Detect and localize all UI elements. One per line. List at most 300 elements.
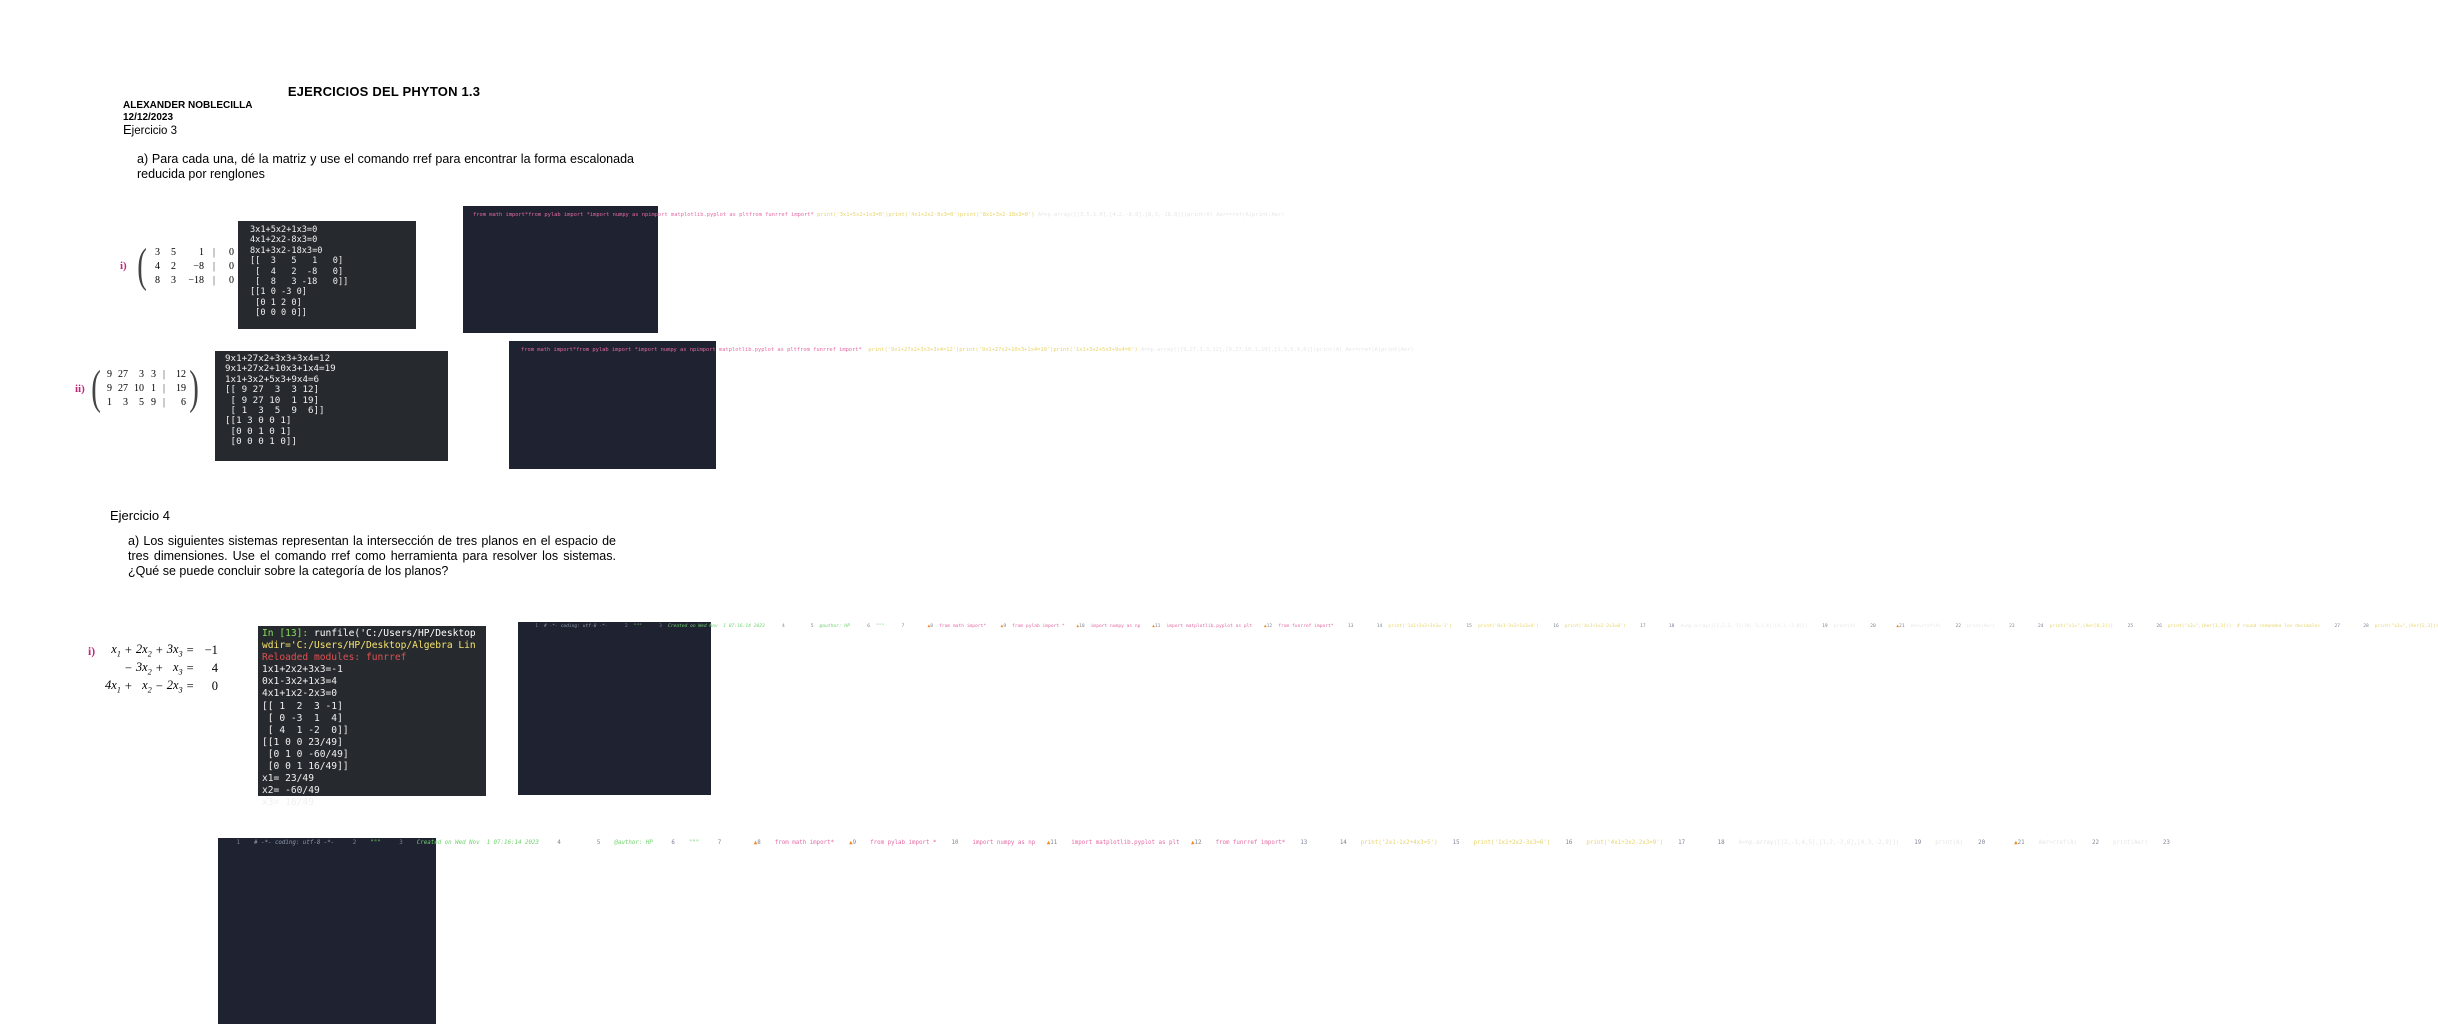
equation-term: $3x_3$ <box>166 641 183 659</box>
matrix-cell: 3 <box>122 396 128 408</box>
equation-operator: + <box>155 642 163 657</box>
code-line <box>1334 624 1363 629</box>
line-number: 22 <box>1955 624 1962 629</box>
code-line: from funrref import* <box>796 347 862 353</box>
matrix-cell: 2 <box>170 260 176 272</box>
code-line <box>578 840 652 846</box>
console-line: 1x1+3x2+5x3+9x4=6 <box>225 373 320 385</box>
equation-term: $3x_2$ <box>135 659 152 677</box>
code-line <box>884 624 913 629</box>
matrix-cell: | <box>212 274 215 286</box>
console-line: [ 8 3 -18 0]] <box>250 277 349 288</box>
code-line: A=np.array([[3,5,1,0],[4,2,-8,0],[8,3,-18,0]]) <box>1037 212 1188 218</box>
line-number: 28 <box>2363 624 2369 629</box>
code-line: print(Aer) <box>1252 212 1285 218</box>
line-number: 1 <box>535 624 538 629</box>
code-line: A=np.array([[9,27,3,3,12],[9,27,10,1,19],[1,3,5,9,6]]) <box>1140 347 1317 353</box>
line-number: 15 <box>1452 840 1460 846</box>
heading-rest: jercicio 3 <box>131 125 178 137</box>
line-number: 2 <box>624 624 628 629</box>
console-line: [0 0 1 0 1] <box>225 425 292 437</box>
equation-table <box>104 641 219 695</box>
code-line <box>381 840 539 846</box>
code-text: Created on Wed Nov 1 07:16:14 2023 <box>416 840 539 846</box>
console-line: [ 9 27 10 1 19] <box>225 394 320 406</box>
code-text: """ <box>370 840 381 846</box>
code-line: print('9x1+27x2+10x3+1x4=19') <box>959 347 1054 353</box>
console-line: 4x1+2x2-8x3=0 <box>250 235 318 246</box>
subscript: 1 <box>116 685 121 695</box>
code-line <box>1856 624 1885 629</box>
document-title: EJERCICIOS DEL PHYTON 1.3 <box>287 84 481 99</box>
console-line: [0 0 0 0]] <box>250 308 307 319</box>
equation-rhs: 4 <box>211 660 218 675</box>
console-line: 4x1+1x2-2x3=0 <box>262 688 338 700</box>
console-line: [0 0 1 16/49]] <box>262 761 349 773</box>
code-line: print(Aer) <box>1381 347 1414 353</box>
matrix-cell: 5 <box>170 246 176 258</box>
console-line: [[ 3 5 1 0] <box>250 256 344 267</box>
warning-icon: ▲ <box>753 840 758 846</box>
line-number: ▲9 <box>849 840 857 846</box>
line-number: ▲12 <box>1263 624 1273 629</box>
console-line <box>262 628 486 640</box>
line-number: 20 <box>1870 624 1876 629</box>
code-line: print('1x1+3x2+5x3+9x4=6') <box>1053 347 1138 353</box>
left-bracket: ( <box>137 239 147 292</box>
line-number: 7 <box>717 840 722 846</box>
equation-operator: + <box>155 660 163 675</box>
console-line: x1= 23/49 <box>262 773 314 785</box>
line-number: 5 <box>596 840 601 846</box>
line-number: 1 <box>236 840 240 846</box>
code-text: from pylab import * <box>1012 624 1065 629</box>
code-line <box>642 624 765 629</box>
code-text: print('2x1-1x2+4x3=5') <box>1360 840 1438 846</box>
line-number: 4 <box>781 624 785 629</box>
line-number: 27 <box>2334 624 2341 629</box>
code-line <box>1438 840 1551 846</box>
code-line <box>1362 624 1452 629</box>
line-number: 14 <box>1339 840 1347 846</box>
equation-term: $x_3$ <box>173 659 183 677</box>
code-text: """ <box>875 624 885 629</box>
matrix-cell: 1 <box>106 396 112 408</box>
line-number: 3 <box>399 840 403 846</box>
ejercicio-3-heading <box>123 122 177 137</box>
code-text: import numpy as np <box>972 840 1036 846</box>
code-line <box>1995 624 2024 629</box>
console-line: [ 1 3 5 9 6]] <box>225 405 325 417</box>
code-text: print('1x1+2x2-3x3=6') <box>1473 840 1551 846</box>
code-line <box>2148 840 2188 846</box>
matrix-cell: | <box>162 368 165 380</box>
equation-operator: − <box>124 660 132 675</box>
code-text: import matplotlib.pyplot as plt <box>1071 840 1180 846</box>
code-line: import numpy as np <box>637 347 697 353</box>
code-line <box>1885 624 1941 629</box>
console-line: [[1 0 0 23/49] <box>262 736 343 748</box>
console-line: 9x1+27x2+10x3+1x4=19 <box>225 363 336 375</box>
code-text: @author: HP <box>819 624 850 629</box>
equation-equals: = <box>186 660 194 675</box>
code-line: from pylab import * <box>576 347 638 353</box>
code-line <box>2320 624 2349 629</box>
warning-icon: ▲ <box>1076 624 1080 629</box>
code-line <box>1941 624 1995 629</box>
console-prompt: In [13]: <box>262 628 314 639</box>
equation-operator: − <box>155 678 163 693</box>
matrix-i <box>134 239 250 292</box>
code-text: print('4x1+3x2-2x3=9') <box>1586 840 1664 846</box>
matrix-cell: 9 <box>106 382 112 394</box>
code-text: print(A) <box>1833 624 1856 629</box>
matrix-cell: 0 <box>228 246 234 258</box>
warning-icon: ▲ <box>1191 840 1195 846</box>
code-editor-ej4-i <box>518 622 2438 795</box>
line-number: 24 <box>2037 624 2044 629</box>
matrix-cell: 9 <box>106 368 112 380</box>
code-line <box>1065 624 1141 629</box>
warning-icon: ▲ <box>1896 624 1900 629</box>
line-number: 13 <box>1300 840 1308 846</box>
matrix-cell: 3 <box>154 246 160 258</box>
equation-term: $x_2$ <box>142 677 152 695</box>
code-text: from funrref import* <box>1278 624 1334 629</box>
console-line: [0 1 2 0] <box>250 297 302 308</box>
subscript: 3 <box>178 685 183 695</box>
line-number: 13 <box>1347 624 1354 629</box>
line-number: ▲11 <box>1152 624 1161 629</box>
code-text: from math import* <box>939 624 987 629</box>
code-line <box>834 840 936 846</box>
code-line <box>653 840 699 846</box>
matrix-cell: 1 <box>198 246 204 258</box>
equation-row <box>104 641 219 659</box>
matrix-cell: 27 <box>117 382 128 394</box>
matrix-cell: | <box>212 260 215 272</box>
code-text: from pylab import * <box>870 840 937 846</box>
matrix-cell: 5 <box>138 396 144 408</box>
code-text: print(A) <box>1935 840 1964 846</box>
line-number: ▲21 <box>1896 624 1905 629</box>
equation-equals: = <box>186 642 194 657</box>
equation-row <box>104 659 219 677</box>
code-line: import numpy as np <box>589 212 649 218</box>
matrix-cell: 27 <box>117 368 128 380</box>
code-text: Created on Wed Nov 1 07:16:14 2023 <box>667 624 765 629</box>
console-line: Reloaded modules: funrref <box>262 652 407 664</box>
equation-row <box>104 677 219 695</box>
console-line: 3x1+5x2+1x3=0 <box>250 225 318 235</box>
subscript: 3 <box>178 649 183 659</box>
warning-icon: ▲ <box>1263 624 1267 629</box>
line-number: 22 <box>2092 840 2099 846</box>
document-date: 12/12/2023 <box>123 112 174 123</box>
code-text: print('4x1+1x2-2x3=0') <box>1564 624 1626 629</box>
console-line: 0x1-3x2+1x3=4 <box>262 676 338 688</box>
item-i-label: i) <box>120 260 127 272</box>
code-line: from pylab import * <box>528 212 590 218</box>
line-number: 23 <box>2162 840 2170 846</box>
code-line <box>539 840 579 846</box>
console-line: [[1 0 -3 0] <box>250 287 307 298</box>
matrix-cell: 6 <box>180 396 186 408</box>
code-line <box>1703 840 1900 846</box>
code-text: """ <box>633 624 642 629</box>
console-line: [ 4 2 -8 0] <box>250 266 344 277</box>
code-line <box>1325 840 1438 846</box>
line-number: 10 <box>951 840 959 846</box>
code-line: import matplotlib.pyplot as plt <box>648 212 749 218</box>
left-bracket: ( <box>91 361 101 414</box>
code-line: Aer=rref(A) <box>1345 347 1382 353</box>
console-line: x3= 16/49 <box>262 797 314 809</box>
code-line <box>334 840 380 846</box>
code-text: print("x3=",(Aer[2,3])) <box>2374 624 2438 629</box>
warning-icon: ▲ <box>849 840 853 846</box>
equation-equals: = <box>186 678 194 693</box>
warning-icon: ▲ <box>1000 624 1004 629</box>
code-line <box>699 840 739 846</box>
code-text: print("x1=",(Aer[0,3])) <box>2049 624 2114 629</box>
subscript: 3 <box>178 667 183 677</box>
code-line <box>2003 840 2077 846</box>
matrix-cell: 1 <box>150 382 156 394</box>
subscript: 1 <box>116 649 121 659</box>
code-text: print(Aer) <box>2113 840 2148 846</box>
equation-rhs: 0 <box>211 678 218 693</box>
code-editor-ii <box>509 341 1414 469</box>
code-text: @author: HP <box>614 840 653 846</box>
line-number: 19 <box>1822 624 1828 629</box>
code-line <box>1539 624 1626 629</box>
line-number: 4 <box>557 840 561 846</box>
line-number: 17 <box>1678 840 1686 846</box>
code-line <box>850 624 884 629</box>
line-number: 2 <box>352 840 357 846</box>
equation-term: $2x_3$ <box>166 677 183 695</box>
ej4-item-i-label: i) <box>88 646 96 658</box>
code-line <box>1179 840 1285 846</box>
code-line <box>518 624 608 629</box>
code-line <box>1140 624 1252 629</box>
code-editor-i <box>463 206 1285 333</box>
code-line: print(A) <box>1187 212 1214 218</box>
code-line: from funrref import* <box>748 212 814 218</box>
equation-term: $x_1$ <box>111 641 121 659</box>
console-output-ii <box>215 351 448 461</box>
console-output-ej4 <box>258 626 486 809</box>
author-name: ALEXANDER NOBLECILLA <box>123 100 253 111</box>
code-line <box>1654 624 1807 629</box>
code-text: print('1x1+2x2+3x3=-1') <box>1388 624 1452 629</box>
code-line <box>936 840 1035 846</box>
equation-term: $4x_1$ <box>105 677 121 695</box>
matrix-cell: 8 <box>154 274 160 286</box>
code-line <box>913 624 986 629</box>
code-text: print("x2=",(Aer[1,3])) # round redondea los decimales <box>2167 624 2321 629</box>
code-text: A=np.array([[2,-1,4,5],[1,2,-3,6],[4,3,-2,9]]) <box>1738 840 1900 846</box>
matrix-cell: 4 <box>154 260 160 272</box>
code-text: from math import* <box>774 840 835 846</box>
warning-icon: ▲ <box>1152 624 1155 629</box>
console-line: x2= -60/49 <box>262 785 320 797</box>
code-text: Aer=rref(A) <box>1910 624 1942 629</box>
code-line <box>739 840 834 846</box>
heading-initial: E <box>123 122 132 137</box>
console-line: wdir='C:/Users/HP/Desktop/Algebra Lin <box>262 640 476 652</box>
matrix-i-grid <box>150 247 234 286</box>
code-line: print(A) <box>1316 347 1343 353</box>
code-line <box>1452 624 1539 629</box>
console-line: [ 0 -3 1 4] <box>262 712 343 724</box>
line-number: 5 <box>810 624 814 629</box>
code-text: print('0x1-3x2+1x3=4') <box>1477 624 1539 629</box>
line-number: ▲10 <box>1076 624 1085 629</box>
console-line: [[ 9 27 3 3 12] <box>225 384 320 396</box>
code-line: print('4x1+2x2-8x3=0') <box>888 212 960 218</box>
code-text: """ <box>688 840 700 846</box>
line-number: 20 <box>1978 840 1986 846</box>
item-ii-label: ii) <box>75 383 85 395</box>
matrix-cell: 0 <box>228 274 234 286</box>
code-text: import numpy as np <box>1090 624 1141 629</box>
code-line <box>2113 624 2142 629</box>
matrix-cell: 0 <box>228 260 234 272</box>
console-line: [0 0 0 1 0]] <box>225 436 297 448</box>
line-number: 18 <box>1717 840 1725 846</box>
code-line <box>1285 840 1325 846</box>
line-number: 25 <box>2127 624 2134 629</box>
code-line <box>2142 624 2320 629</box>
right-bracket: ) <box>189 361 199 414</box>
matrix-ii <box>88 361 202 414</box>
code-line <box>1252 624 1333 629</box>
console-line: [[1 3 0 0 1] <box>225 415 292 427</box>
code-text: A=np.array([[1,2,3,-1],[0,-3,1,4],[4,1,-2,0]]) <box>1680 624 1808 629</box>
subscript: 2 <box>147 685 152 695</box>
matrix-cell: 3 <box>138 368 144 380</box>
code-line <box>1550 840 1663 846</box>
line-number: ▲9 <box>1000 624 1007 629</box>
code-line: Aer=rref(A) <box>1216 212 1252 218</box>
code-text: print(Aer) <box>1967 624 1995 629</box>
code-line <box>2077 840 2148 846</box>
code-line <box>765 624 794 629</box>
matrix-cell: | <box>162 396 165 408</box>
code-line <box>2023 624 2113 629</box>
line-number: 6 <box>671 840 675 846</box>
line-number: 15 <box>1466 624 1472 629</box>
equation-system <box>104 641 219 695</box>
line-number: 6 <box>867 624 870 629</box>
line-number: 19 <box>1914 840 1922 846</box>
line-number: 26 <box>2156 624 2162 629</box>
line-number: 17 <box>1640 624 1646 629</box>
code-line <box>1035 840 1179 846</box>
matrix-ii-grid <box>104 369 186 408</box>
line-number: ▲8 <box>753 840 761 846</box>
warning-icon: ▲ <box>2014 840 2018 846</box>
line-number: ▲8 <box>927 624 934 629</box>
matrix-cell: 10 <box>133 382 144 394</box>
matrix-cell: | <box>212 246 215 258</box>
equation-rhs: −1 <box>204 642 218 657</box>
console-line: 9x1+27x2+3x3+3x4=12 <box>225 353 331 364</box>
console-line: [[ 1 2 3 -1] <box>262 700 343 712</box>
code-line <box>218 840 334 846</box>
code-line <box>794 624 850 629</box>
console-line: 8x1+3x2-18x3=0 <box>250 245 323 256</box>
line-number: 16 <box>1553 624 1559 629</box>
subscript: 2 <box>147 667 152 677</box>
code-text: from funrref import* <box>1215 840 1286 846</box>
line-number: 14 <box>1376 624 1383 629</box>
equation-term: $2x_2$ <box>135 641 152 659</box>
line-number: 16 <box>1565 840 1573 846</box>
ejercicio-4-heading: Ejercicio 4 <box>110 508 170 523</box>
matrix-cell: −18 <box>188 274 204 286</box>
code-line: print('8x1+3x2-18x3=0') <box>959 212 1035 218</box>
matrix-cell: −8 <box>193 260 204 272</box>
code-line <box>608 624 642 629</box>
code-line <box>1663 840 1703 846</box>
equation-operator: + <box>124 642 132 657</box>
code-line: import matplotlib.pyplot as plt <box>696 347 797 353</box>
subscript: 2 <box>147 649 152 659</box>
matrix-cell: | <box>162 382 165 394</box>
code-line <box>986 624 1065 629</box>
console-line: 1x1+2x2+3x3=-1 <box>262 664 343 676</box>
line-number: 7 <box>901 624 905 629</box>
equation-term <box>104 659 122 677</box>
matrix-cell: 19 <box>175 382 186 394</box>
code-editor-ej4-ii <box>218 838 2170 1024</box>
code-line <box>1808 624 1856 629</box>
line-number: 18 <box>1668 624 1675 629</box>
code-text: import matplotlib.pyplot as plt <box>1166 624 1253 629</box>
equation-operator: + <box>124 678 132 693</box>
ejercicio-4-instruction: a) Los siguientes sistemas representan la intersección de tres planos en el espacio de tres dimensiones. Use el comando rref como herramienta para resolver los sistemas. ¿Qué se puede concluir sobre la categoría de los planos? <box>128 534 616 578</box>
console-line: [ 4 1 -2 0]] <box>262 724 349 736</box>
matrix-cell: 9 <box>150 396 156 408</box>
code-line <box>1963 840 2003 846</box>
code-text <box>2184 840 2188 846</box>
matrix-cell: 3 <box>150 368 156 380</box>
code-line <box>1899 840 1963 846</box>
line-number: 3 <box>659 624 662 629</box>
console-output-i <box>238 221 416 329</box>
code-line <box>2349 624 2438 629</box>
warning-icon: ▲ <box>1046 840 1051 846</box>
console-command: runfile('C:/Users/HP/Desktop <box>313 628 476 639</box>
warning-icon: ▲ <box>927 624 931 629</box>
line-number: ▲12 <box>1191 840 1202 846</box>
code-line: from math import* <box>473 212 529 218</box>
code-text: # -*- coding: utf-8 -*- <box>544 624 608 629</box>
line-number: 23 <box>2009 624 2015 629</box>
console-line: [0 1 0 -60/49] <box>262 748 349 760</box>
code-line: print('3x1+5x2+1x3=0') <box>817 212 889 218</box>
ejercicio-3-instruction: a) Para cada una, dé la matriz y use el comando rref para encontrar la forma escalonada reducida por renglones <box>137 152 634 181</box>
code-text: Aer=rref(A) <box>2038 840 2077 846</box>
line-number: ▲21 <box>2014 840 2025 846</box>
code-line <box>1626 624 1655 629</box>
line-number: ▲11 <box>1046 840 1058 846</box>
code-line: print('9x1+27x2+3x3+3x4=12') <box>868 347 960 353</box>
matrix-cell: 12 <box>175 368 186 380</box>
